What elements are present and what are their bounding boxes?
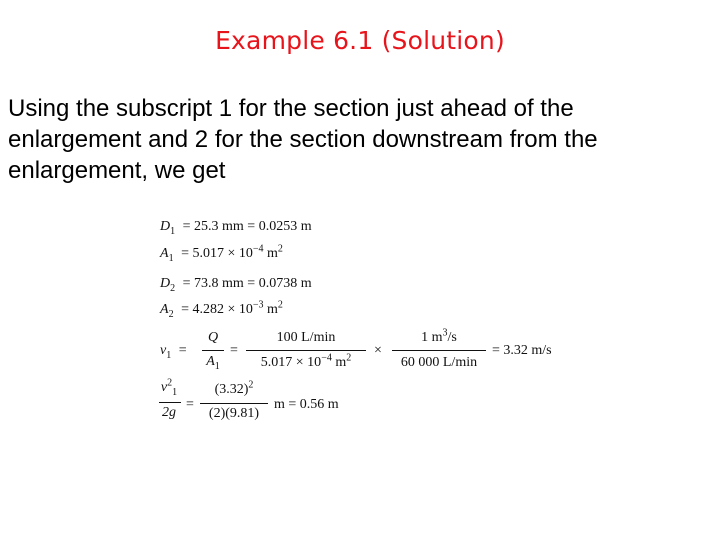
equation-d1 xyxy=(160,219,312,235)
var-a1-den: A xyxy=(206,354,215,369)
sub-d2: 2 xyxy=(170,282,176,294)
d1-value: = 25.3 mm = 0.0253 m xyxy=(182,219,312,234)
a2-value: = 4.282 × 10 xyxy=(181,302,253,317)
equals-sign: = xyxy=(178,343,187,358)
a2-unit: m xyxy=(263,302,278,317)
head-num-value: (3.32) xyxy=(214,382,249,397)
equation-d2 xyxy=(160,276,312,292)
head-numerator xyxy=(200,379,268,398)
intro-paragraph: Using the subscript 1 for the section just ahead of the enlargement and 2 for the section downstream from the enlargement, we get xyxy=(8,95,598,184)
var-a1: A xyxy=(160,246,169,261)
equation-a1 xyxy=(160,243,283,264)
equation-a2 xyxy=(160,299,283,320)
v1-lhs xyxy=(160,343,187,359)
flow-den-exponent: −4 xyxy=(321,352,332,364)
head-denominator: (2)(9.81) xyxy=(208,406,260,421)
flow-denominator xyxy=(246,352,366,371)
slide-title: Example 6.1 (Solution) xyxy=(215,26,505,55)
conv-num-value: 1 m xyxy=(421,330,443,345)
a1-unit: m xyxy=(263,246,278,261)
var-v1-sq: v xyxy=(160,380,168,395)
times-sign: × xyxy=(374,343,382,358)
v1-sq-subscript: 1 xyxy=(172,386,178,398)
q-numerator: Q xyxy=(207,330,219,345)
sub-a1-den: 1 xyxy=(214,360,220,372)
var-v1: v xyxy=(160,343,167,358)
head-lhs-denominator: 2g xyxy=(162,405,176,420)
a2-unit-exponent: 2 xyxy=(277,299,283,311)
head-result: m = 0.56 m xyxy=(274,397,339,412)
flow-den-value: 5.017 × 10 xyxy=(260,355,322,370)
sub-d1: 1 xyxy=(170,225,176,237)
a1-value: = 5.017 × 10 xyxy=(181,246,253,261)
conv-num-exponent: 3 xyxy=(442,327,448,339)
flow-numerator: 100 L/min xyxy=(276,330,336,345)
a1-unit-exponent: 2 xyxy=(277,243,283,255)
q-denominator xyxy=(202,354,224,370)
var-d2: D xyxy=(160,276,171,291)
var-a2: A xyxy=(160,302,169,317)
fraction-bar-q xyxy=(202,350,224,351)
v1-result: = 3.32 m/s xyxy=(492,343,552,358)
flow-den-unit-exponent: 2 xyxy=(346,352,352,364)
fraction-bar-flow xyxy=(246,350,366,351)
head-lhs-numerator xyxy=(158,377,180,398)
fraction-bar-head-lhs xyxy=(159,402,181,403)
var-d1: D xyxy=(160,219,171,234)
a1-exponent: −4 xyxy=(252,243,264,255)
flow-den-unit: m xyxy=(331,355,347,370)
fraction-bar-conversion xyxy=(392,350,486,351)
sub-a1: 1 xyxy=(168,252,174,264)
v1-sq-exponent: 2 xyxy=(167,377,173,389)
conversion-denominator: 60 000 L/min xyxy=(400,355,478,370)
equals-sign: = xyxy=(230,343,238,358)
equals-sign: = xyxy=(186,397,194,412)
sub-v1: 1 xyxy=(166,349,172,361)
conv-num-unit: /s xyxy=(447,330,457,345)
fraction-bar-head xyxy=(200,403,268,404)
head-num-exponent: 2 xyxy=(248,379,254,391)
d2-value: = 73.8 mm = 0.0738 m xyxy=(182,276,312,291)
a2-exponent: −3 xyxy=(252,299,264,311)
conversion-numerator xyxy=(392,327,486,346)
sub-a2: 2 xyxy=(168,308,174,320)
